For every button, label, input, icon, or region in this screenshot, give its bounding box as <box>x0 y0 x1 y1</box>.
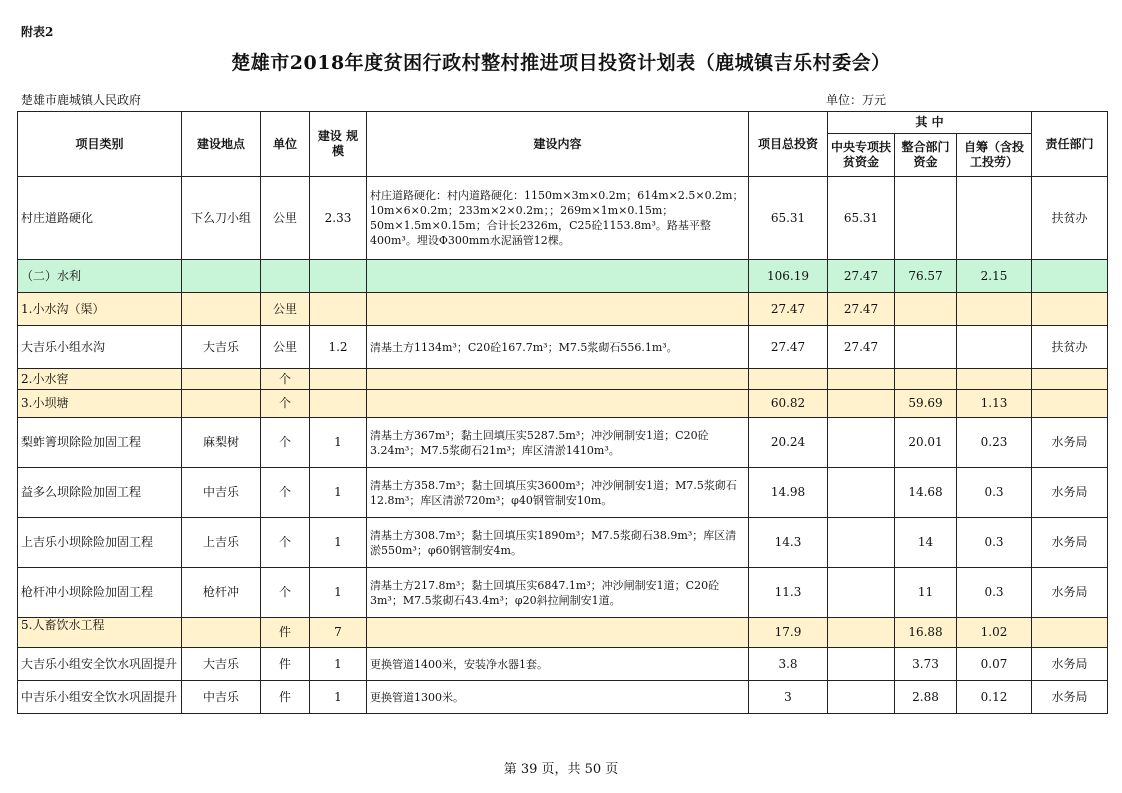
cell-category: 1.小水沟（渠） <box>18 293 182 326</box>
cell-scale: 1.2 <box>310 326 367 369</box>
table-row <box>18 681 1108 714</box>
cell-content <box>367 618 749 648</box>
cell-scale: 7 <box>310 618 367 648</box>
cell-content <box>367 369 749 390</box>
table-row <box>18 418 1108 468</box>
cell-category: 3.小坝塘 <box>18 390 182 418</box>
cell-location: 下么刀小组 <box>182 177 261 260</box>
cell-scale: 1 <box>310 681 367 714</box>
investment-table <box>17 111 1108 714</box>
cell-unit: 个 <box>261 518 310 568</box>
cell-total: 14.3 <box>749 518 828 568</box>
cell-unit: 个 <box>261 369 310 390</box>
cell-total: 65.31 <box>749 177 828 260</box>
cell-total: 27.47 <box>749 326 828 369</box>
cell-dept: 水务局 <box>1032 468 1108 518</box>
cell-integrated: 16.88 <box>895 618 957 648</box>
cell-category: 5.人畜饮水工程 <box>18 618 182 648</box>
cell-self <box>957 326 1032 369</box>
cell-total <box>749 369 828 390</box>
cell-location: 麻梨树 <box>182 418 261 468</box>
cell-unit: 个 <box>261 390 310 418</box>
cell-location <box>182 390 261 418</box>
cell-dept: 水务局 <box>1032 518 1108 568</box>
header-unit: 单位 <box>261 112 310 177</box>
cell-self <box>957 369 1032 390</box>
cell-unit: 个 <box>261 418 310 468</box>
cell-content: 更换管道1400米，安装净水器1套。 <box>367 648 749 681</box>
cell-content: 清基土方217.8m³；黏土回填压实6847.1m³；冲沙闸制安1道；C20砼3m³；M7.5浆砌石43.4m³；φ20斜拉闸制安1道。 <box>367 568 749 618</box>
cell-integrated: 14.68 <box>895 468 957 518</box>
cell-unit: 件 <box>261 681 310 714</box>
cell-location <box>182 293 261 326</box>
cell-dept: 水务局 <box>1032 568 1108 618</box>
cell-total: 3.8 <box>749 648 828 681</box>
cell-content <box>367 390 749 418</box>
cell-central <box>828 568 895 618</box>
cell-self <box>957 177 1032 260</box>
header-self: 自筹（含投工投劳） <box>957 134 1032 177</box>
cell-scale <box>310 260 367 293</box>
cell-self: 0.3 <box>957 568 1032 618</box>
cell-integrated <box>895 177 957 260</box>
header-location: 建设地点 <box>182 112 261 177</box>
cell-integrated: 3.73 <box>895 648 957 681</box>
table-row <box>18 390 1108 418</box>
cell-central <box>828 369 895 390</box>
cell-category: 梨蚱箐坝除险加固工程 <box>18 418 182 468</box>
cell-unit <box>261 260 310 293</box>
cell-total: 11.3 <box>749 568 828 618</box>
cell-integrated: 59.69 <box>895 390 957 418</box>
cell-scale <box>310 390 367 418</box>
cell-unit: 公里 <box>261 326 310 369</box>
cell-integrated: 14 <box>895 518 957 568</box>
table-row <box>18 326 1108 369</box>
cell-central: 27.47 <box>828 293 895 326</box>
cell-total: 20.24 <box>749 418 828 468</box>
cell-category: 大吉乐小组安全饮水巩固提升 <box>18 648 182 681</box>
cell-dept: 扶贫办 <box>1032 177 1108 260</box>
cell-self: 0.12 <box>957 681 1032 714</box>
cell-scale <box>310 293 367 326</box>
cell-unit: 个 <box>261 468 310 518</box>
table-row <box>18 177 1108 260</box>
cell-content <box>367 260 749 293</box>
cell-integrated <box>895 326 957 369</box>
cell-central: 65.31 <box>828 177 895 260</box>
cell-unit: 公里 <box>261 293 310 326</box>
header-central: 中央专项扶贫资金 <box>828 134 895 177</box>
cell-self: 0.3 <box>957 468 1032 518</box>
cell-unit: 公里 <box>261 177 310 260</box>
table-row <box>18 518 1108 568</box>
cell-central <box>828 681 895 714</box>
table-row <box>18 260 1108 293</box>
cell-central <box>828 518 895 568</box>
table-row <box>18 618 1108 648</box>
cell-category: 上吉乐小坝除险加固工程 <box>18 518 182 568</box>
cell-total: 17.9 <box>749 618 828 648</box>
cell-location <box>182 260 261 293</box>
cell-dept <box>1032 618 1108 648</box>
cell-self: 0.23 <box>957 418 1032 468</box>
cell-total: 27.47 <box>749 293 828 326</box>
cell-content <box>367 293 749 326</box>
cell-content: 更换管道1300米。 <box>367 681 749 714</box>
cell-dept: 水务局 <box>1032 418 1108 468</box>
cell-category: 中吉乐小组安全饮水巩固提升 <box>18 681 182 714</box>
cell-category: 大吉乐小组水沟 <box>18 326 182 369</box>
cell-location: 大吉乐 <box>182 648 261 681</box>
page-footer: 第 39 页，共 50 页 <box>503 762 619 777</box>
cell-scale <box>310 369 367 390</box>
cell-content: 清基土方308.7m³；黏土回填压实1890m³；M7.5浆砌石38.9m³；库区清淤550m³；φ60钢管制安4m。 <box>367 518 749 568</box>
unit-label: 单位：万元 <box>826 93 887 107</box>
cell-integrated <box>895 369 957 390</box>
header-total: 项目总投资 <box>749 112 828 177</box>
cell-content: 村庄道路硬化：村内道路硬化：1150m×3m×0.2m；614m×2.5×0.2m；10m×6×0.2m；233m×2×0.2m；；269m×1m×0.15m；50m×1.5m×0.15m；合计长2326m，C25砼1153.8m³。路基平整400m³。埋设Φ300mm水泥涵管12棵。 <box>367 177 749 260</box>
cell-self: 0.3 <box>957 518 1032 568</box>
cell-dept: 扶贫办 <box>1032 326 1108 369</box>
cell-central <box>828 390 895 418</box>
cell-dept: 水务局 <box>1032 648 1108 681</box>
table-row <box>18 468 1108 518</box>
table-row <box>18 648 1108 681</box>
header-scale: 建设 规模 <box>310 112 367 177</box>
cell-location: 枪杆冲 <box>182 568 261 618</box>
cell-total: 3 <box>749 681 828 714</box>
cell-total: 106.19 <box>749 260 828 293</box>
cell-scale: 2.33 <box>310 177 367 260</box>
organization-name: 楚雄市鹿城镇人民政府 <box>21 93 142 107</box>
table-row <box>18 293 1108 326</box>
cell-scale: 1 <box>310 568 367 618</box>
cell-dept <box>1032 390 1108 418</box>
table-row <box>18 568 1108 618</box>
cell-location <box>182 618 261 648</box>
header-category: 项目类别 <box>18 112 182 177</box>
cell-category: （二）水利 <box>18 260 182 293</box>
header-group: 其 中 <box>828 112 1032 134</box>
cell-dept <box>1032 369 1108 390</box>
cell-location: 中吉乐 <box>182 681 261 714</box>
cell-category: 村庄道路硬化 <box>18 177 182 260</box>
cell-scale: 1 <box>310 648 367 681</box>
cell-scale: 1 <box>310 418 367 468</box>
cell-location: 中吉乐 <box>182 468 261 518</box>
cell-self: 1.13 <box>957 390 1032 418</box>
cell-integrated: 76.57 <box>895 260 957 293</box>
cell-scale: 1 <box>310 468 367 518</box>
cell-central <box>828 468 895 518</box>
cell-location: 上吉乐 <box>182 518 261 568</box>
cell-self <box>957 293 1032 326</box>
cell-unit: 件 <box>261 648 310 681</box>
cell-central: 27.47 <box>828 326 895 369</box>
appendix-label: 附表2 <box>21 25 54 39</box>
cell-integrated: 11 <box>895 568 957 618</box>
cell-category: 2.小水窖 <box>18 369 182 390</box>
header-dept: 责任部门 <box>1032 112 1108 177</box>
cell-category: 枪杆冲小坝除险加固工程 <box>18 568 182 618</box>
cell-self: 2.15 <box>957 260 1032 293</box>
cell-location: 大吉乐 <box>182 326 261 369</box>
cell-dept: 水务局 <box>1032 681 1108 714</box>
cell-dept <box>1032 260 1108 293</box>
cell-integrated <box>895 293 957 326</box>
page-title: 楚雄市2018年度贫困行政村整村推进项目投资计划表（鹿城镇吉乐村委会） <box>231 52 891 74</box>
cell-content: 清基土方367m³；黏土回填压实5287.5m³；冲沙闸制安1道；C20砼3.24m³；M7.5浆砌石21m³；库区清淤1410m³。 <box>367 418 749 468</box>
table-row <box>18 369 1108 390</box>
header-integrated: 整合部门资金 <box>895 134 957 177</box>
cell-content: 清基土方1134m³；C20砼167.7m³；M7.5浆砌石556.1m³。 <box>367 326 749 369</box>
cell-central <box>828 418 895 468</box>
cell-integrated: 2.88 <box>895 681 957 714</box>
cell-self: 1.02 <box>957 618 1032 648</box>
cell-integrated: 20.01 <box>895 418 957 468</box>
header-content: 建设内容 <box>367 112 749 177</box>
cell-central: 27.47 <box>828 260 895 293</box>
cell-total: 14.98 <box>749 468 828 518</box>
cell-central <box>828 648 895 681</box>
cell-dept <box>1032 293 1108 326</box>
cell-central <box>828 618 895 648</box>
cell-unit: 件 <box>261 618 310 648</box>
cell-unit: 个 <box>261 568 310 618</box>
cell-category: 益多么坝除险加固工程 <box>18 468 182 518</box>
cell-content: 清基土方358.7m³；黏土回填压实3600m³；冲沙闸制安1道；M7.5浆砌石12.8m³；库区清淤720m³；φ40钢管制安10m。 <box>367 468 749 518</box>
cell-total: 60.82 <box>749 390 828 418</box>
table-body <box>18 177 1108 714</box>
cell-scale: 1 <box>310 518 367 568</box>
cell-location <box>182 369 261 390</box>
cell-self: 0.07 <box>957 648 1032 681</box>
